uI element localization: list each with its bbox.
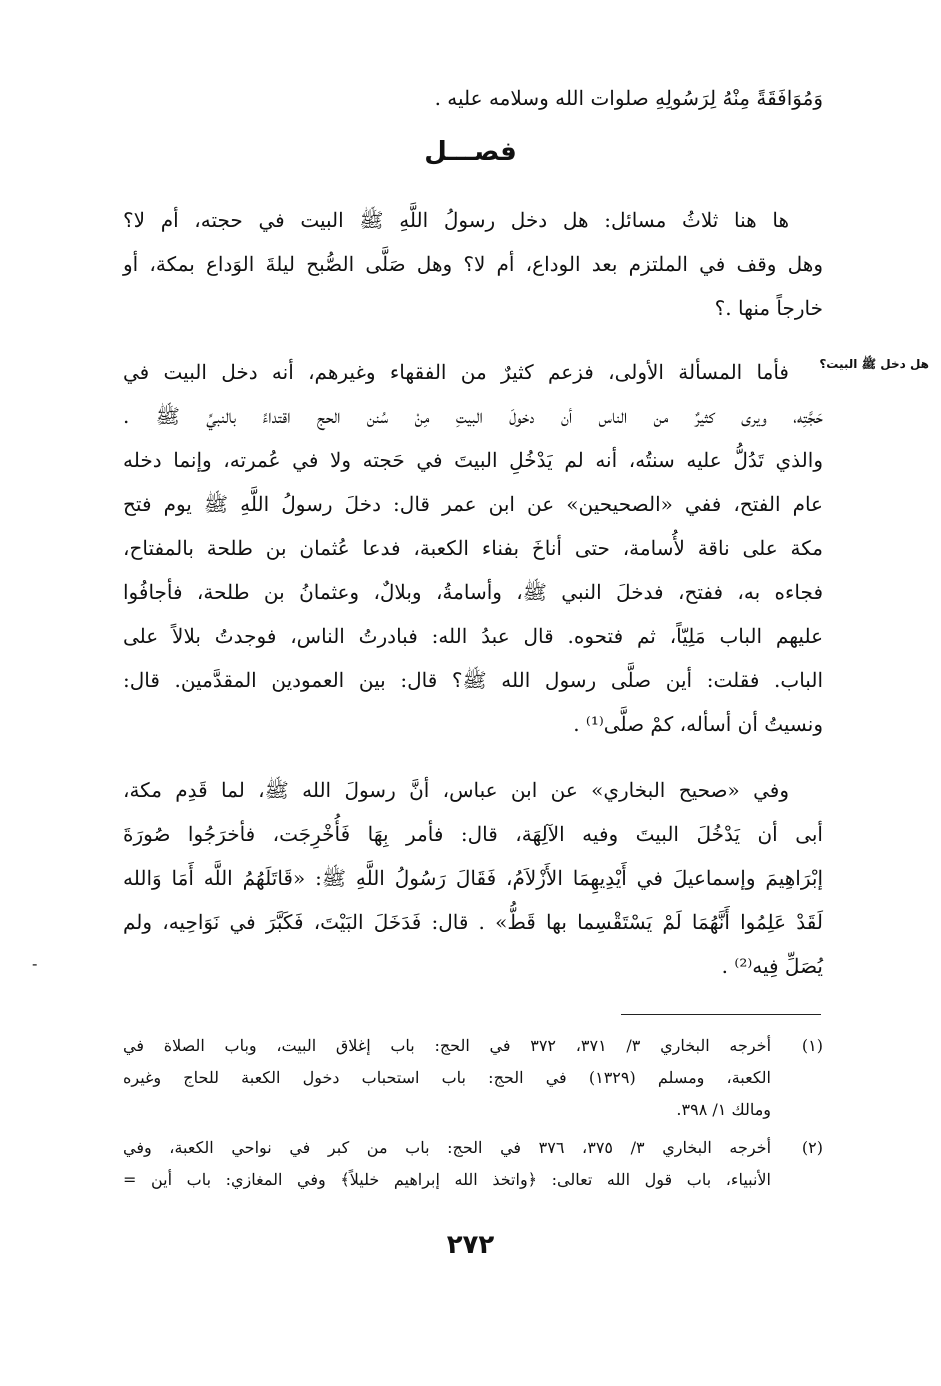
page-number: ٢٧٢ [446,1230,495,1260]
footnote-line: ومالك ١/ ٣٩٨. [676,1100,771,1119]
paragraph-first-question [123,350,823,746]
text-line: إبْرَاهِيمَ وإسماعيلَ في أَيْدِيهِمَا الأَزْلاَمُ، فَقَالَ رَسُولُ اللَّهِ ﷺ: «قَاتَلَهُمُ اللَّه أَمَا وَالله [123,866,823,890]
text-line: وهل وقف في الملتزم بعد الوداع، أم لا؟ وهل صَلَّى الصُّبح ليلةَ الوَداع بمكة، أو [123,252,823,276]
text-line: خارجاً منها .؟ [714,296,823,320]
footnote-line: الكعبة، ومسلم (١٣٢٩) في الحج: باب استحباب دخول الكعبة للحاج وغيره [123,1068,771,1087]
footnotes [123,1030,823,1202]
footnote-number: (١) [801,1036,823,1055]
text-line: والذي تَدُلُّ عليه سنتُه، أنه لم يَدْخُلِ البيتَ في حَجته ولا في عُمرته، وإنما دخله [123,448,823,472]
footnote-line: الأنبياء، باب قول الله تعالى: ﴿واتخذ الله إبراهيم خليلاً﴾ وفي المغازي: باب أين = [123,1170,771,1189]
text-line: ها هنا ثلاثُ مسائل: هل دخل رسولُ اللَّهِ ﷺ البيت في حجته، أم لا؟ [123,208,789,232]
text-line: عام الفتح، ففي «الصحيحين» عن ابن عمر قال: دخلَ رسولُ اللَّهِ ﷺ يوم فتح [123,492,823,516]
paragraph-three-questions [123,198,823,330]
paragraph-bukhari [123,768,823,988]
text-line: حَجَّتِه، ويرى كثيرٌ من الناس أن دخولَ البيتِ مِنْ سُنن الحج اقتداءً بالنبيِّ ﷺ . [123,404,823,428]
text-line: أبى أن يَدْخُلَ البيتَ وفيه الآلِهَة، قال: فأمر بِهَا فَأُخْرِجَت، فأخرَجُوا صُورَةَ [123,822,823,846]
text-line: مكة على ناقة لأُسامة، حتى أناخَ بفناء الكعبة، فدعا عُثمان بن طلحة بالمفتاح، [123,536,823,560]
footnote-separator [621,1014,821,1015]
opening-line [123,76,823,120]
text-line: يُصَلِّ فِيه⁽²⁾ . [721,954,823,978]
footnote-line: أخرجه البخاري ٣/ ٣٧١، ٣٧٢ في الحج: باب إغلاق البيت، وباب الصلاة في [123,1036,772,1055]
footnote-line: أخرجه البخاري ٣/ ٣٧٥، ٣٧٦ في الحج: باب من كبر في نواحي الكعبة، وفي [123,1138,772,1157]
stray-mark: - [32,954,38,973]
text-line: عليهم الباب مَلِيّاً، ثم فتحوه. قال عبدُ الله: فبادرتُ الناس، فوجدتُ بلالاً على [123,624,823,648]
text-line: فجاءه به، ففتح، فدخلَ النبي ﷺ، وأسامةُ، وبلالٌ، وعثمانُ بن طلحة، فأجافُوا [123,580,823,604]
text-line: وَمُوَافَقَةً مِنْهُ لِرَسُولِهِ صلوات الله وسلامه عليه . [434,86,823,110]
text-line: الباب. فقلت: أين صلَّى رسول الله ﷺ؟ قال: بين العمودين المقدَّمين. قال: [123,668,823,692]
text-line: فأما المسألة الأولى، فزعم كثيرٌ من الفقهاء وغيرهم، أنه دخل البيت في [123,360,789,384]
text-line: ونسيتُ أن أسأله، كمْ صلَّى⁽¹⁾ . [573,712,823,736]
text-line: وفي «صحيح البخاري» عن ابن عباس، أنَّ رسولَ الله ﷺ، لما قَدِم مكة، [123,778,789,802]
footnote-number: (٢) [801,1138,823,1157]
footnote [123,1030,823,1126]
footnote [123,1132,823,1196]
text-line: لَقَدْ عَلِمُوا أَنَّهُمَا لَمْ يَسْتَقْسِما بها قَطُّ» . قال: فَدَخَلَ البَيْتَ، فَكَبَّرَ في نَوَاحِيه، ولم [123,910,823,934]
margin-note: هل دخل ﷺ البيت؟ [819,357,929,371]
section-title: فصـــل [424,137,517,167]
